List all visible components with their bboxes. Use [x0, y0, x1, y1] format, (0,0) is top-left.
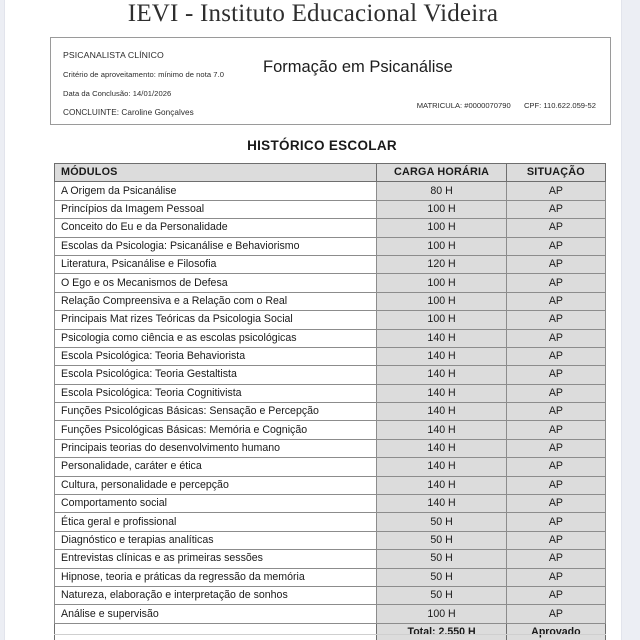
cell-workload: 100 H	[377, 274, 506, 292]
cell-workload: 100 H	[377, 311, 506, 329]
cell-total-status: Aprovado	[506, 623, 605, 640]
cell-module: Escola Psicológica: Teoria Cognitivista	[55, 384, 377, 402]
cell-workload: 140 H	[377, 476, 506, 494]
cell-workload: 50 H	[377, 531, 506, 549]
student-info-box	[50, 37, 611, 125]
cell-workload: 120 H	[377, 255, 506, 273]
cell-workload: 100 H	[377, 292, 506, 310]
cell-status: AP	[506, 568, 605, 586]
column-header-status: SITUAÇÃO	[506, 164, 605, 182]
table-row	[55, 568, 606, 586]
cell-workload: 140 H	[377, 403, 506, 421]
cell-workload: 80 H	[377, 182, 506, 200]
cell-module: Entrevistas clínicas e as primeiras sessões	[55, 550, 377, 568]
cell-module: Natureza, elaboração e interpretação de sonhos	[55, 586, 377, 604]
cell-module: Comportamento social	[55, 495, 377, 513]
table-row	[55, 366, 606, 384]
cell-workload: 50 H	[377, 513, 506, 531]
historico-table-wrap	[54, 163, 606, 640]
table-body	[55, 182, 606, 640]
graduate-name: CONCLUINTE: Caroline Gonçalves	[63, 108, 194, 117]
table-row	[55, 403, 606, 421]
institution-title: IEVI - Instituto Educacional Videira	[127, 0, 499, 27]
cell-workload: 140 H	[377, 366, 506, 384]
table-row	[55, 182, 606, 200]
cpf-number: CPF: 110.622.059-52	[523, 101, 596, 110]
qualification-label: PSICANALISTA CLÍNICO	[63, 50, 164, 60]
cell-module: Ética geral e profissional	[55, 513, 377, 531]
cell-module: Análise e supervisão	[55, 605, 377, 623]
cell-status: AP	[506, 495, 605, 513]
cell-module: Literatura, Psicanálise e Filosofia	[55, 255, 377, 273]
table-row	[55, 347, 606, 365]
table-row	[55, 605, 606, 623]
cell-status: AP	[506, 274, 605, 292]
cell-workload: 140 H	[377, 458, 506, 476]
table-row	[55, 550, 606, 568]
cell-status: AP	[506, 182, 605, 200]
course-title: Formação em Psicanálise	[263, 58, 453, 76]
table-row	[55, 586, 606, 604]
historico-escolar-table	[54, 163, 606, 640]
cell-status: AP	[506, 329, 605, 347]
cell-module: Relação Compreensiva e a Relação com o Real	[55, 292, 377, 310]
cell-status: AP	[506, 605, 605, 623]
cell-status: AP	[506, 458, 605, 476]
completion-date: Data da Conclusão: 14/01/2026	[63, 89, 172, 98]
cell-status: AP	[506, 403, 605, 421]
table-row	[55, 384, 606, 402]
cell-workload: 50 H	[377, 550, 506, 568]
cell-module: Escola Psicológica: Teoria Gestaltista	[55, 366, 377, 384]
table-row	[55, 439, 606, 457]
table-row	[55, 200, 606, 218]
column-header-modules: MÓDULOS	[55, 164, 377, 182]
cell-workload: 100 H	[377, 605, 506, 623]
cell-workload: 50 H	[377, 586, 506, 604]
cell-workload: 100 H	[377, 237, 506, 255]
cell-workload: 140 H	[377, 421, 506, 439]
cell-module: Personalidade, caráter e ética	[55, 458, 377, 476]
table-row	[55, 495, 606, 513]
table-row	[55, 421, 606, 439]
cell-module: Psicologia como ciência e as escolas psicológicas	[55, 329, 377, 347]
viewer-left-gutter	[0, 0, 5, 640]
cell-status: AP	[506, 421, 605, 439]
table-row	[55, 237, 606, 255]
cell-module: Hipnose, teoria e práticas da regressão da memória	[55, 568, 377, 586]
cell-status: AP	[506, 237, 605, 255]
cell-module: Diagnóstico e terapias analíticas	[55, 531, 377, 549]
cell-status: AP	[506, 531, 605, 549]
column-header-workload: CARGA HORÁRIA	[377, 164, 506, 182]
section-heading-historico: HISTÓRICO ESCOLAR	[247, 138, 397, 153]
cell-module: Cultura, personalidade e percepção	[55, 476, 377, 494]
cell-workload: 100 H	[377, 200, 506, 218]
cell-status: AP	[506, 347, 605, 365]
cell-status: AP	[506, 255, 605, 273]
cell-status: AP	[506, 384, 605, 402]
cell-status: AP	[506, 311, 605, 329]
table-header-row	[55, 164, 606, 182]
cell-module: O Ego e os Mecanismos de Defesa	[55, 274, 377, 292]
table-row	[55, 274, 606, 292]
cell-status: AP	[506, 219, 605, 237]
cell-module: Escola Psicológica: Teoria Behaviorista	[55, 347, 377, 365]
cell-total-workload: Total: 2.550 H	[377, 623, 506, 640]
cell-workload: 140 H	[377, 347, 506, 365]
cell-workload: 50 H	[377, 568, 506, 586]
table-row	[55, 219, 606, 237]
cell-workload: 140 H	[377, 329, 506, 347]
cell-module: Princípios da Imagem Pessoal	[55, 200, 377, 218]
cell-status: AP	[506, 200, 605, 218]
cell-status: AP	[506, 439, 605, 457]
table-row	[55, 329, 606, 347]
cell-module: Escolas da Psicologia: Psicanálise e Behaviorismo	[55, 237, 377, 255]
cell-status: AP	[506, 513, 605, 531]
table-row	[55, 513, 606, 531]
table-row	[55, 476, 606, 494]
table-row	[55, 531, 606, 549]
cell-status: AP	[506, 586, 605, 604]
page-bottom-divider	[54, 634, 606, 640]
cell-module: Principais teorias do desenvolvimento humano	[55, 439, 377, 457]
table-row	[55, 255, 606, 273]
cell-workload: 100 H	[377, 219, 506, 237]
cell-workload: 140 H	[377, 384, 506, 402]
table-row	[55, 458, 606, 476]
cell-workload: 140 H	[377, 495, 506, 513]
table-row	[55, 292, 606, 310]
cell-module: A Origem da Psicanálise	[55, 182, 377, 200]
cell-status: AP	[506, 476, 605, 494]
cell-status: AP	[506, 550, 605, 568]
table-row	[55, 311, 606, 329]
cell-module: Funções Psicológicas Básicas: Memória e Cognição	[55, 421, 377, 439]
enrollment-meta	[417, 101, 596, 110]
viewer-right-gutter	[621, 0, 640, 640]
cell-status: AP	[506, 366, 605, 384]
enrollment-number: MATRICULA: #0000070790	[416, 101, 511, 110]
cell-module: Principais Mat rizes Teóricas da Psicologia Social	[55, 311, 377, 329]
cell-workload: 140 H	[377, 439, 506, 457]
cell-module: Conceito do Eu e da Personalidade	[55, 219, 377, 237]
cell-module: Funções Psicológicas Básicas: Sensação e Percepção	[55, 403, 377, 421]
certificate-page	[6, 0, 620, 640]
cell-status: AP	[506, 292, 605, 310]
approval-criterion: Critério de aproveitamento: mínimo de nota 7.0	[63, 70, 225, 79]
